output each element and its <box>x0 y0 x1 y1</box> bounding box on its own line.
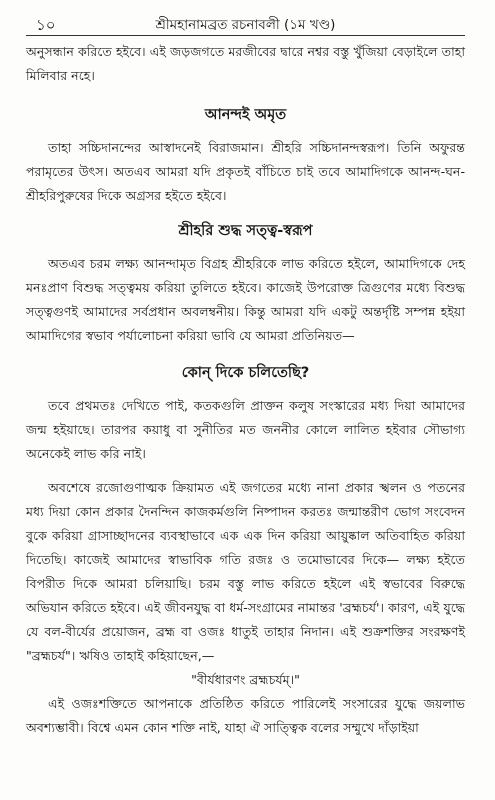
paragraph-sachchidananda: তাহা সচ্চিদানন্দের আস্বাদনেই বিরাজমান। শ্রীহরি সচ্চিদানন্দস্বরূপ। তিনি অফুরন্ত পরামৃতের উৎস। অতএব আমরা যদি প্রকৃতই বাঁচিতে চাই তবে আমাদিগকে আনন্দ-ঘন-শ্রীহরিপুরুষের দিকে অগ্রসর হইতে হইবে। <box>26 140 465 203</box>
heading-anandai-amrita: আনন্দই অমৃত <box>204 107 287 123</box>
page-header <box>26 0 465 36</box>
heading-shuddha-sattva: শ্রীহরি শুদ্ধ সত্ত্ব-স্বরূপ <box>178 223 313 239</box>
page-number: ১০ <box>36 16 56 34</box>
paragraph-abasheshe: অবশেষে রজোগুণাত্মক ক্রিয়ামত এই জগতের মধ্যে নানা প্রকার স্খলন ও পতনের মধ্য দিয়া কোন প্রকার দৈনন্দিন কাজকর্মগুলি নিষ্পাদন করতঃ জন্মান্তরীণ ভোগ সংবেদন বুকে করিয়া গ্রাসাচ্ছাদনের ব্যবস্থাভাবে এক এক দিন করিয়া আয়ুষ্কাল অতিবাহিত করিয়া দিতেছি। কাজেই আমাদের স্বাভাবিক গতি রজঃ ও তমোভাবের দিকে— লক্ষ্য হইতে বিপরীত দিকে আমরা চলিয়াছি। চরম বস্তু লাভ করিতে হইলে এই স্বভাবের বিরুদ্ধে অভিযান করিতে হইবে। এই জীবনযুদ্ধ বা ধর্ম-সংগ্রামের নামান্তর 'ব্রহ্মচর্য'। কারণ, এই যুদ্ধে যে বল-বীর্যের প্রয়োজন, ব্রহ্ম বা ওজঃ ধাতুই তাহার নিদান। এই শুক্রশক্তির সংরক্ষণই "ব্রহ্মচর্য"। ঋষিও তাহাই কহিয়াছেন,— <box>26 480 465 663</box>
running-head: শ্রীমহানামব্রত রচনাবলী (১ম খণ্ড) <box>155 17 336 33</box>
paragraph-charam-lakshya: অতএব চরম লক্ষ্য আনন্দামৃত বিগ্রহ শ্রীহরিকে লাভ করিতে হইলে, আমাদিগকে দেহ মনঃপ্রাণ বিশুদ্ধ সত্ত্বময় করিয়া তুলিতে হইবে। কাজেই উপরোক্ত ত্রিগুণের মধ্যে বিশুদ্ধ সত্ত্বগুণই আমাদের সর্বপ্রধান অবলম্বনীয়। কিন্তু আমরা যদি একটু অন্তর্দৃষ্টি সম্পন্ন হইয়া আমাদিগের স্বভাব পর্যালোচনা করিয়া ভাবি যে আমরা প্রতিনিয়ত— <box>26 256 465 343</box>
paragraph-ojashakti: এই ওজঃশক্তিতে আপনাকে প্রতিষ্ঠিত করিতে পারিলেই সংসারের যুদ্ধে জয়লাভ অবশ্যম্ভাবী। বিশ্বে এমন কোন শক্তি নাই, যাহা ঐ সাত্ত্বিক বলের সম্মুখে দাঁড়াইয়া <box>26 696 465 735</box>
paragraph-intro: অনুসন্ধান করিতে হইবে। এই জড়জগতে মরজীবের দ্বারে নশ্বর বস্তু খুঁজিয়া বেড়াইলে তাহা মিলিবার নহে। <box>26 44 465 83</box>
paragraph-prathamatah: তবে প্রথমতঃ দেখিতে পাই, কতকগুলি প্রাক্তন কলুষ সংস্কারের মধ্য দিয়া আমাদের জন্ম হইয়াছে। তারপর কয়াধু বা সুনীতির মত জননীর কোলে লালিত হইবার সৌভাগ্য অনেকেই লাভ করি নাই। <box>26 398 465 461</box>
header-rule <box>26 35 465 36</box>
heading-kon-dike: কোন্ দিকে চলিতেছি? <box>181 365 310 381</box>
verse-quote: "বীর্যধারণং ব্রহ্মচর্যম্।" <box>191 672 300 687</box>
